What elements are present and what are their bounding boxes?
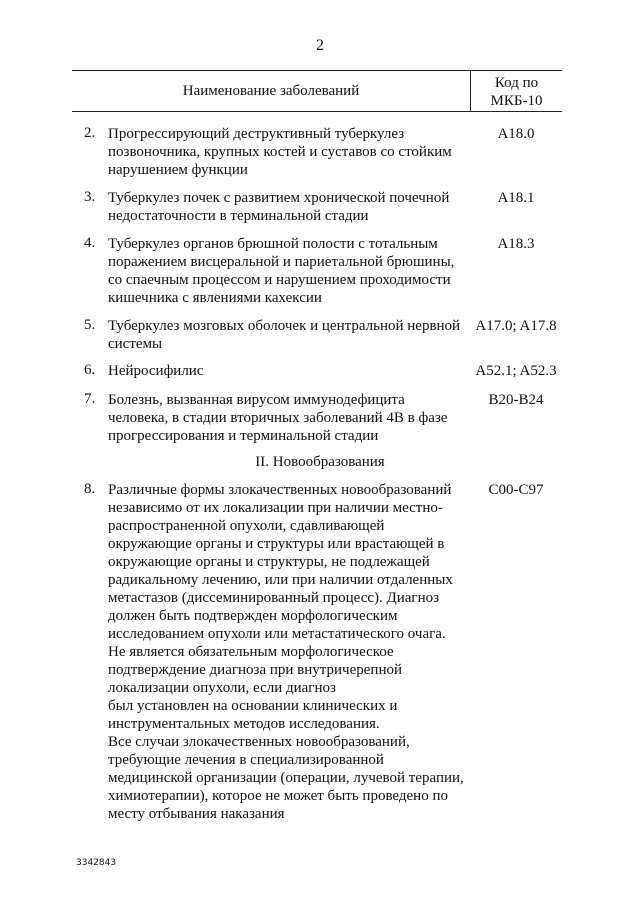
disease-name-line: подтверждение диагноза при внутричерепной [108,662,403,678]
icd-code: A18.3 [497,236,535,252]
disease-name [108,391,464,445]
disease-name-line: Прогрессирующий деструктивный туберкулез [108,126,405,142]
disease-name-line: локализации опухоли, если диагноз [108,680,336,696]
disease-name-line: химиотерапии), которое не может быть проведено по [108,788,448,804]
icd-code: A18.0 [497,126,535,142]
disease-name-line: недостаточности в терминальной стадии [108,208,369,224]
disease-name [108,125,464,179]
disease-name-line: независимо от их локализации при наличии местно- [108,500,443,516]
disease-name-line: Туберкулез почек с развитием хронической почечной [108,190,450,206]
disease-name-line: распространенной опухоли, сдавливающей [108,518,385,534]
disease-name-line: месту отбывания наказания [108,806,285,822]
disease-name-line: прогрессирования и терминальной стадии [108,428,379,444]
header-code-line1: Код по [494,75,539,91]
icd-code: B20-B24 [488,392,544,408]
disease-name-line: Болезнь, вызванная вирусом иммунодефицита [108,392,405,408]
disease-name-line: нарушением функции [108,162,248,178]
disease-name [108,317,464,353]
disease-name [108,481,464,823]
disease-name-line: инструментальных методов исследования. [108,716,380,732]
disease-name [108,362,464,380]
item-number: 4. [84,235,96,251]
icd-code: A17.0; A17.8 [475,318,557,334]
disease-name-line: позвоночника, крупных костей и суставов со стойким [108,144,452,160]
disease-name-line: Туберкулез органов брюшной полости с тотальным [108,236,438,252]
disease-name-line: радикальному лечению, или при наличии отдаленных [108,572,453,588]
disease-name-line: Все случаи злокачественных новообразований, [108,734,410,750]
disease-name-line: со спаечным процессом и нарушением проходимости [108,272,451,288]
icd-code: C00-C97 [488,482,544,498]
header-code-column [470,71,562,111]
disease-name-line: поражением висцеральной и париетальной брюшины, [108,254,455,270]
disease-name-line: Различные формы злокачественных новообразований [108,482,452,498]
disease-name [108,235,464,307]
disease-name-line: Туберкулез мозговых оболочек и центральной нервной [108,318,461,334]
header-name-column: Наименование заболеваний [182,82,360,99]
table-header [72,70,562,112]
section-title: II. Новообразования [255,454,385,470]
disease-name-line: должен быть подтвержден морфологическим [108,608,398,624]
disease-name-line: системы [108,336,163,352]
icd-code: A52.1; A52.3 [475,363,557,379]
item-number: 5. [84,317,96,333]
item-number: 7. [84,391,96,407]
disease-name-line: окружающие органы и структуры, не подлежащей [108,554,430,570]
disease-name-line: Нейросифилис [108,363,204,379]
disease-name-line: требующие лечения в специализированной [108,752,384,768]
disease-name-line: метастазов (диссеминированный процесс). Диагноз [108,590,440,606]
item-number: 6. [84,362,96,378]
disease-name-line: человека, в стадии вторичных заболеваний 4В в фазе [108,410,448,426]
disease-name-line: медицинской организации (операции, лучевой терапии, [108,770,464,786]
disease-name-line: исследованием опухоли или метастатического очага. [108,626,446,642]
disease-name-line: был установлен на основании клинических и [108,698,398,714]
disease-name-line: окружающие органы и структуры или врастающей в [108,536,445,552]
disease-name-line: Не является обязательным морфологическое [108,644,394,660]
item-number: 3. [84,189,96,205]
header-code-line2: МКБ-10 [490,93,543,109]
disease-name-line: кишечника с явлениями кахексии [108,290,322,306]
document-code: 3342843 [76,858,117,868]
item-number: 2. [84,125,96,141]
page-number: 2 [316,37,324,54]
disease-name [108,189,464,225]
icd-code: A18.1 [497,190,535,206]
item-number: 8. [84,481,96,497]
